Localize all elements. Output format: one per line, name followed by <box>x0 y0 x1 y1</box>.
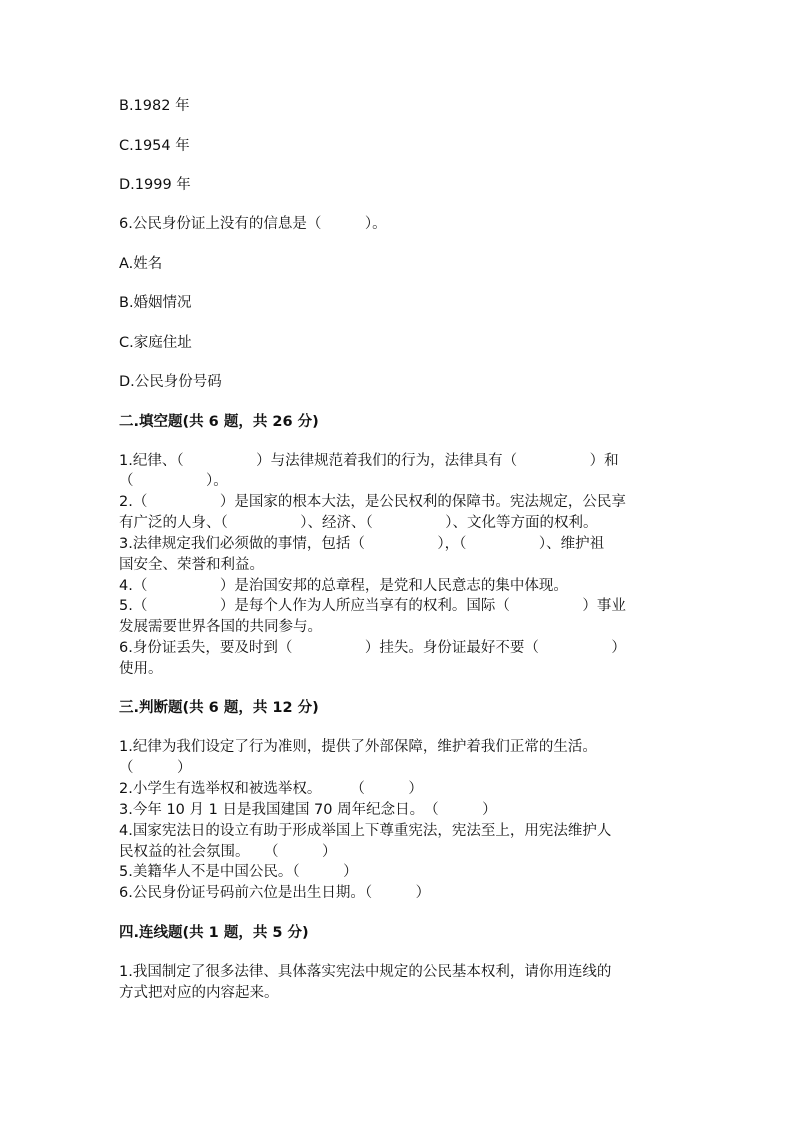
q5-option-d: D.1999 年 <box>119 177 191 193</box>
judge-line-4: 3.今年 10 月 1 日是我国建国 70 周年纪念日。 （ ） <box>119 802 497 818</box>
q6-option-c: C.家庭住址 <box>119 335 192 351</box>
q6-option-d: D.公民身份号码 <box>119 374 222 390</box>
match-line-2: 方式把对应的内容起来。 <box>119 985 279 1001</box>
fill-line-1: 1.纪律、（ ）与法律规范着我们的行为，法律具有（ ）和 <box>119 453 619 469</box>
section2-heading: 二.填空题(共 6 题，共 26 分) <box>119 414 319 430</box>
judge-line-3: 2.小学生有选举权和被选举权。 （ ） <box>119 781 423 797</box>
section3-heading: 三.判断题(共 6 题，共 12 分) <box>119 700 319 716</box>
match-line-1: 1.我国制定了很多法律、具体落实宪法中规定的公民基本权利，请你用连线的 <box>119 964 612 980</box>
q5-option-c: C.1954 年 <box>119 138 190 154</box>
fill-line-3: 2.（ ）是国家的根本大法，是公民权利的保障书。宪法规定，公民享 <box>119 494 626 510</box>
judge-line-5: 4.国家宪法日的设立有助于形成举国上下尊重宪法，宪法至上，用宪法维护人 <box>119 823 612 839</box>
section4-heading: 四.连线题(共 1 题，共 5 分) <box>119 925 309 941</box>
fill-line-5: 3.法律规定我们必须做的事情，包括（ ），（ ）、维护祖 <box>119 536 605 552</box>
fill-line-8: 5.（ ）是每个人作为人所应当享有的权利。国际（ ）事业 <box>119 598 626 614</box>
judge-line-6: 民权益的社会氛围。 （ ） <box>119 844 337 860</box>
q6-option-b: B.婚姻情况 <box>119 295 192 311</box>
fill-line-6: 国安全、荣誉和利益。 <box>119 557 264 573</box>
q5-option-b: B.1982 年 <box>119 98 190 114</box>
judge-line-1: 1.纪律为我们设定了行为准则，提供了外部保障，维护着我们正常的生活。 <box>119 739 597 755</box>
fill-line-7: 4.（ ）是治国安邦的总章程，是党和人民意志的集中体现。 <box>119 578 568 594</box>
q6-stem: 6.公民身份证上没有的信息是（ ）。 <box>119 216 387 232</box>
judge-line-7: 5.美籍华人不是中国公民。（ ） <box>119 864 358 880</box>
fill-line-9: 发展需要世界各国的共同参与。 <box>119 619 322 635</box>
judge-line-8: 6.公民身份证号码前六位是出生日期。（ ） <box>119 885 431 901</box>
q6-option-a: A.姓名 <box>119 256 163 272</box>
fill-line-2: （ ）。 <box>119 473 228 489</box>
fill-line-10: 6.身份证丢失，要及时到（ ）挂失。身份证最好不要（ ） <box>119 640 626 656</box>
fill-line-11: 使用。 <box>119 661 163 677</box>
fill-line-4: 有广泛的人身、（ ）、经济、（ ）、文化等方面的权利。 <box>119 515 598 531</box>
judge-line-2: （ ） <box>119 760 192 776</box>
